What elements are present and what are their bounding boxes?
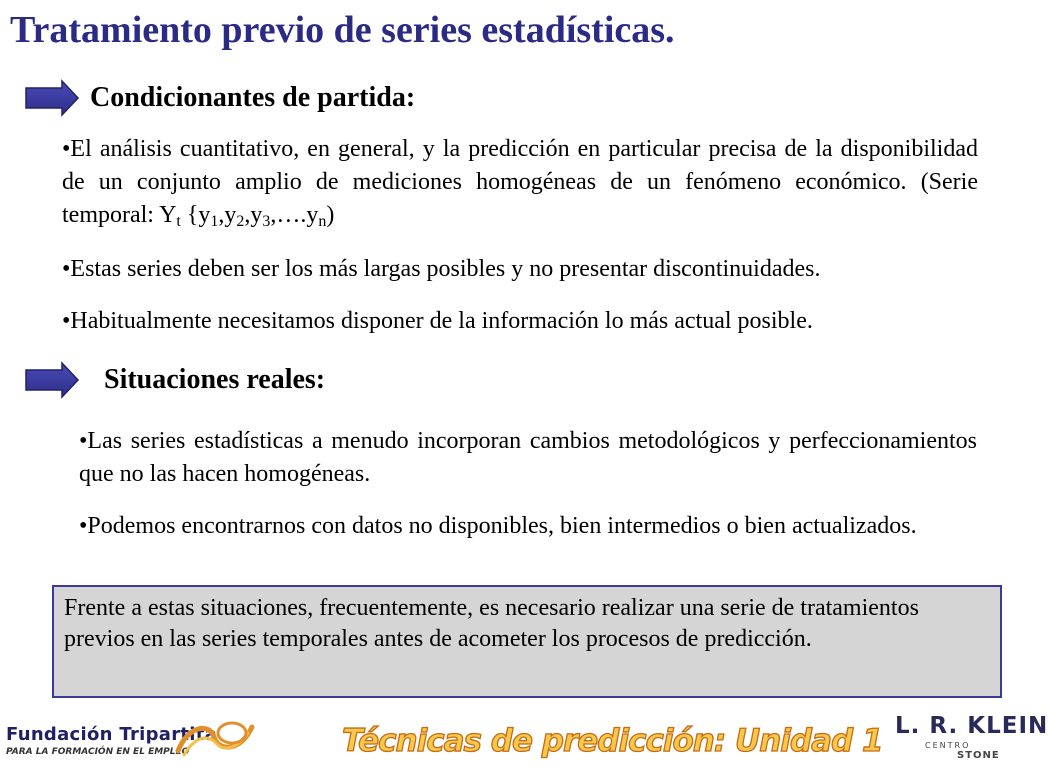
conclusion-note-text: Frente a estas situaciones, frecuentemente, es necesario realizar una serie de tratamientos previos en las series temporales antes de acometer los procesos de predicción. xyxy=(64,595,919,652)
subscript-3: 3 xyxy=(262,213,271,230)
section-heading-condicionantes: Condicionantes de partida: xyxy=(90,82,416,113)
bullet-analisis xyxy=(62,133,978,238)
lr-klein-logo xyxy=(895,713,1048,761)
footer-bar xyxy=(0,705,1048,768)
bullet-analisis-text: •El análisis cuantitativo, en general, y la predicción en particular precisa de la disponibilidad de un conjunto amplio de mediciones homogéneas de un fenómeno económico. (Serie temporal: Y xyxy=(62,136,978,228)
slide-title: Tratamiento previo de series estadísticas. xyxy=(10,9,675,51)
subscript-2: 2 xyxy=(236,213,245,230)
subscript-t: t xyxy=(176,213,181,230)
subscript-n: n xyxy=(318,213,327,230)
org-name: Fundación Tripartita xyxy=(6,724,218,745)
course-title: Técnicas de predicción: Unidad 1 xyxy=(342,723,883,759)
set-sep-2: ,y xyxy=(244,202,263,228)
lr-klein-stone: STONE xyxy=(957,750,1000,761)
subscript-1: 1 xyxy=(210,213,219,230)
right-arrow-icon xyxy=(24,362,80,398)
lr-klein-main: L. R. KLEIN xyxy=(895,713,1048,739)
bullet-cambios-metodologicos: •Las series estadísticas a menudo incorporan cambios metodológicos y perfeccionamientos que no las hacen homogéneas. xyxy=(79,428,977,487)
right-arrow-icon xyxy=(24,80,80,116)
set-ellipsis: ,….y xyxy=(270,202,319,228)
section-heading-situaciones: Situaciones reales: xyxy=(104,364,326,395)
bullet-datos-no-disponibles: •Podemos encontrarnos con datos no disponibles, bien intermedios o bien actualizados. xyxy=(79,513,917,539)
org-tagline: PARA LA FORMACIÓN EN EL EMPLEO xyxy=(6,747,190,757)
set-close: ) xyxy=(326,202,335,228)
bullet-informacion-actual: •Habitualmente necesitamos disponer de la información lo más actual posible. xyxy=(62,308,813,334)
lr-klein-centro: CENTRO xyxy=(925,741,971,750)
swirl-logo-icon xyxy=(170,713,260,763)
bullet-series-largas: •Estas series deben ser los más largas posibles y no presentar discontinuidades. xyxy=(62,256,821,282)
set-sep-1: ,y xyxy=(218,202,237,228)
conclusion-note-box xyxy=(52,585,1002,698)
set-open: {y xyxy=(180,202,211,228)
